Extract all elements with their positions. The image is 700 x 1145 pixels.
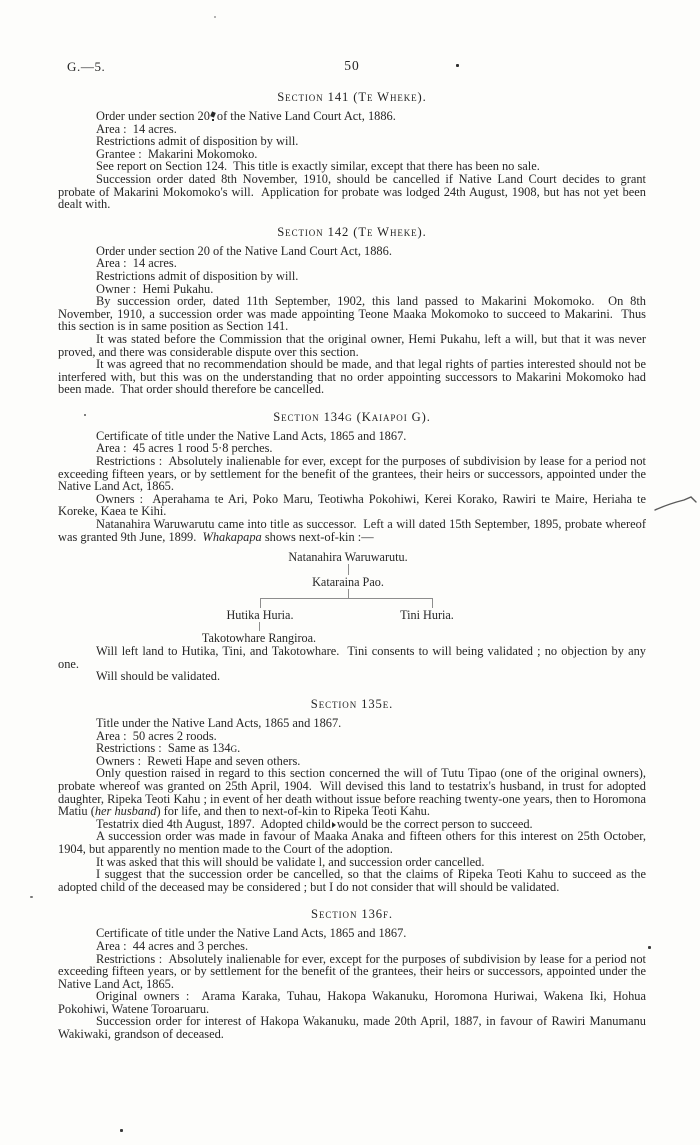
text-run: her husband (94, 804, 157, 819)
tree-name-branch-right: Tini Huria. (400, 608, 454, 623)
section (58, 226, 646, 396)
tree-name-child: Kataraina Pao. (312, 575, 384, 590)
section-heading: Section 142 (Te Wheke). (277, 224, 427, 239)
paragraph (58, 742, 646, 755)
text-run: Restrictions : Same as (96, 741, 212, 756)
page-number: 50 (344, 58, 360, 73)
section-heading: Section 135e. (310, 697, 394, 711)
paragraph: Owner : Hemi Pukahu. (96, 281, 214, 296)
section (58, 908, 646, 1040)
paragraph: Restrictions admit of disposition by will. (96, 268, 299, 283)
text-run: Whakapapa (202, 529, 262, 544)
tree-name-branch-left: Hutika Huria. (226, 608, 294, 623)
paragraph: Restrictions : Absolutely inalienable for ever, except for the purposes of subdivision by lease for a period not exceeding fifteen years, or by settlement for the benefit of the grantees, their heirs or successors, appointed under the Native Land Act, 1865. (58, 951, 646, 991)
text-run: would be the correct person to succeed. (336, 816, 533, 831)
section-heading: Section 136f. (311, 907, 393, 922)
section (58, 411, 646, 683)
paragraph: Area : 14 acres. (96, 256, 177, 271)
paragraph: Owners : Reweti Hape and seven others. (96, 753, 301, 768)
paragraph: A succession order was made in favour of Maaka Anaka and fifteen others for this interest on 25th October, 1904, but apparently no mention made to the Court of the adoption. (58, 829, 646, 856)
paragraph: Certificate of title under the Native Land Acts, 1865 and 1867. (96, 428, 407, 443)
paragraph (58, 518, 646, 543)
paragraph: Grantee : Makarini Mokomoko. (96, 146, 258, 161)
tree-connector (260, 598, 261, 608)
paragraph: Succession order for interest of Hakopa Wakanuku, made 20th April, 1887, in favour of Rawiri Manumanu Wakiwaki, grandson of deceased. (58, 1014, 646, 1042)
paragraph: It was stated before the Commission that the original owner, Hemi Pukahu, left a will, but that it was never proved, and there was considerable dispute over this section. (58, 331, 646, 359)
paragraph: I suggest that the succession order be cancelled, so that the claims of Ripeka Teoti Kahu to succeed as the adopted child of the deceased may be considered ; but I do not consider that will should be validated. (58, 867, 646, 894)
paragraph: Will should be validated. (96, 669, 221, 684)
content (58, 87, 646, 1041)
text-run: of the Native Land Court Act, 1886. (216, 109, 396, 123)
text-run: shows next-of-kin :— (261, 529, 374, 544)
text-run: Only question raised in regard to this section concerned the will of Tutu Tipao (one of the original owners), probate whereof was granted on 25th April, 1904. Will devised this land to testatrix's husband, in trust for adopted daughter, Ripeka Teoti Kahu ; in event of her death without issue before reaching twenty-one years, then to Horomona Matiu ( (58, 766, 646, 819)
section-heading: Section 141 (Te Wheke). (277, 90, 427, 104)
ink-dot (648, 946, 651, 949)
tree-connector (348, 564, 349, 575)
paragraph: Area : 14 acres. (96, 121, 177, 136)
ink-dot (214, 16, 216, 18)
ink-dot (30, 896, 33, 898)
paragraph (58, 767, 646, 817)
paragraph: By succession order, dated 11th September, 1902, this land passed to Makarini Mokomoko. On 8th November, 1910, a succession order was made appointing Teone Maaka Mokomoko to succeed to Makarini. Thus this section is in same position as Section 141. (58, 294, 646, 334)
paragraph: Title under the Native Land Acts, 1865 and 1867. (96, 716, 342, 730)
section-heading: Section 134g (Kaiapoi G). (273, 409, 431, 424)
handwritten-tick (654, 495, 698, 515)
paragraph: Area : 45 acres 1 rood 5·8 perches. (96, 441, 273, 456)
tree-connector (348, 589, 349, 598)
paragraph: Restrictions admit of disposition by will. (96, 134, 299, 149)
paragraph: Succession order dated 8th November, 1910, should be cancelled if Native Land Court decides to grant probate of Makarini Mokomoko's will. Application for probate was lodged 24th August, 1908, but has not yet been dealt with. (58, 171, 646, 212)
tree-name-root: Natanahira Waruwarutu. (288, 550, 408, 565)
tree-connector (260, 598, 433, 599)
text-run: Testatrix died 4th August, 1897. Adopted child (96, 816, 331, 831)
paragraph: Restrictions : Absolutely inalienable for ever, except for the purposes of subdivision by lease for a period not exceeding fifteen years, or by settlement for the benefit of the grantees, their heirs or successors, appointed under the Native Land Act, 1865. (58, 454, 646, 494)
section (58, 91, 646, 211)
paragraph: Certificate of title under the Native Land Acts, 1865 and 1867. (96, 926, 407, 941)
paragraph: Original owners : Arama Karaka, Tuhau, Hakopa Wakanuku, Horomona Huriwai, Wakena Iki, Hohua Pokohiwi, Watene Toroaruaru. (58, 989, 646, 1016)
tree-connector (432, 598, 433, 608)
paragraph: It was asked that this will should be validate l, and succession order cancelled. (96, 854, 485, 869)
paragraph: Area : 44 acres and 3 perches. (96, 938, 249, 953)
ink-arrow-mark (332, 822, 336, 828)
ink-blot-mark (211, 112, 216, 121)
tree-connector (259, 622, 260, 631)
report-code: G.—5. (67, 59, 106, 74)
text-run: 134g. (211, 741, 241, 756)
text-run: Natanahira Waruwarutu came into title as successor. Left a will dated 15th September, 1895, probate whereof was granted 9th June, 1899. (58, 517, 646, 544)
ink-dot (120, 1129, 123, 1132)
paragraph: Owners : Aperahama te Ari, Poko Maru, Teotiwha Pokohiwi, Kerei Korako, Rawiri te Maire, Heriaha te Koreke, Kaea te Kihi. (58, 491, 646, 519)
tree-name-grandchild: Takotowhare Rangiroa. (201, 631, 317, 646)
text-run: Order under section 20 (96, 109, 210, 123)
paragraph: See report on Section 124. This title is exactly similar, except that there has been no sale. (96, 159, 540, 174)
paragraph: Will left land to Hutika, Tini, and Takotowhare. Tini consents to will being validated ; no objection by any one. (58, 644, 646, 671)
paragraph: It was agreed that no recommendation should be made, and that legal rights of parties interested should not be interfered with, but this was on the understanding that no order appointing successors to Makarini Mokomoko had been made. That order should therefore be cancelled. (58, 357, 646, 397)
paragraph: Order under section 20 of the Native Land Court Act, 1886. (96, 243, 392, 258)
genealogy-tree (58, 543, 646, 645)
text-run: ) for life, and then to next-of-kin to Ripeka Teoti Kahu. (156, 804, 430, 819)
section (58, 698, 646, 893)
paragraph: Area : 50 acres 2 roods. (96, 728, 217, 743)
paragraph (58, 110, 646, 123)
ink-dot (456, 64, 459, 67)
ink-dot (84, 414, 86, 416)
